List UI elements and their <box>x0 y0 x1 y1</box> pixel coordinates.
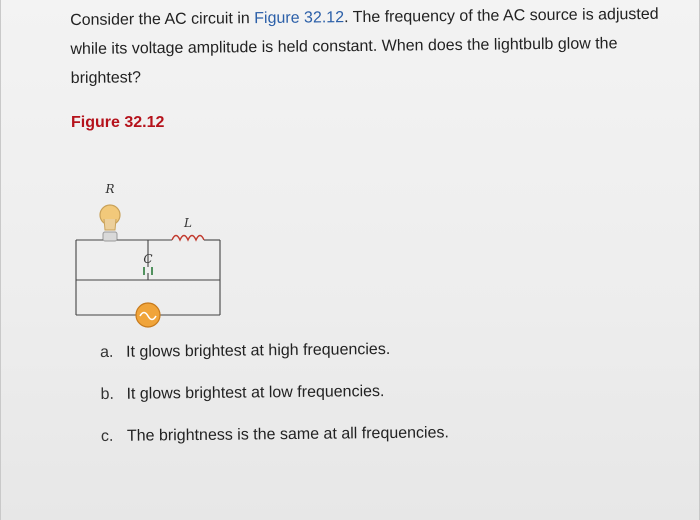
answer-text: It glows brightest at low frequencies. <box>126 383 385 403</box>
answer-text: The brightness is the same at all frequencies. <box>126 424 449 445</box>
lightbulb-icon <box>100 205 120 241</box>
question-text-before: Consider the AC circuit in <box>70 10 255 29</box>
figure-title: Figure 32.12 <box>71 114 165 131</box>
resistor-label: R <box>105 182 115 196</box>
answer-list <box>100 340 449 470</box>
figure-link[interactable]: Figure 32.12 <box>254 9 345 28</box>
answer-option-c[interactable] <box>101 424 449 470</box>
question-text <box>70 0 661 93</box>
ac-source-icon <box>136 303 160 327</box>
inductor-icon <box>172 236 204 241</box>
inductor-label: L <box>184 216 192 230</box>
answer-text: It glows brightest at high frequencies. <box>125 340 391 361</box>
capacitor-label: C <box>143 252 153 266</box>
answer-option-b[interactable] <box>100 382 448 428</box>
answer-letter: b. <box>100 385 114 403</box>
answer-letter: c. <box>100 427 114 445</box>
question-text-after: . The frequency of the AC source is adjusted while its voltage amplitude is held constant. When does the lightbulb glow the brightest? <box>70 5 659 87</box>
circuit-diagram <box>70 175 240 335</box>
answer-letter: a. <box>100 343 114 361</box>
answer-option-a[interactable] <box>100 340 448 386</box>
